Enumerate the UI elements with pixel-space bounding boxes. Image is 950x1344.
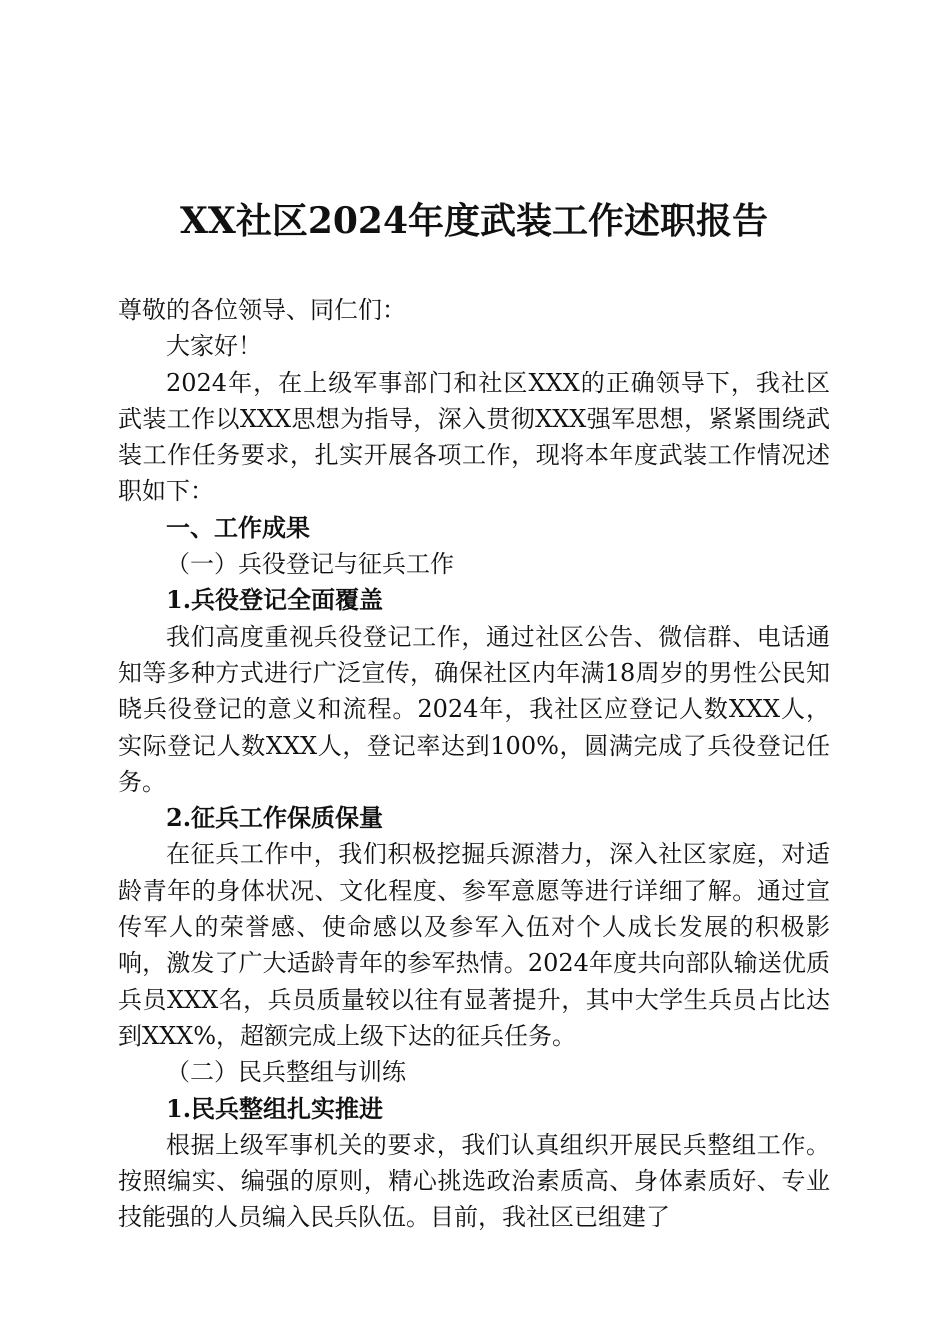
subsection-heading-1: （一）兵役登记与征兵工作: [166, 550, 454, 579]
item-paragraph-2: 在征兵工作中，我们积极挖掘兵源潜力，深入社区家庭，对适龄青年的身体状况、文化程度、参军意愿等进行详细了解。通过宣传军人的荣誉感、使命感以及参军入伍对个人成长发展的积极影响，激发了广大适龄青年的参军热情。2024年度共向部队输送优质兵员XXX名，兵员质量较以往有显著提升，其中大学生兵员占比达到XXX%，超额完成上级下达的征兵任务。: [118, 840, 830, 1050]
subsection-heading-2: （二）民兵整组与训练: [166, 1058, 406, 1087]
item-heading-1: 1.兵役登记全面覆盖: [166, 585, 384, 615]
salutation: 尊敬的各位领导、同仁们：: [118, 296, 406, 324]
greeting: 大家好！: [166, 332, 262, 361]
document-title: XX社区2024年度武装工作述职报告: [179, 200, 769, 242]
item-paragraph-3: 根据上级军事机关的要求，我们认真组织开展民兵整组工作。按照编实、编强的原则，精心挑选政治素质高、身体素质好、专业技能强的人员编入民兵队伍。目前，我社区已组建了: [118, 1130, 830, 1232]
item-paragraph-1: 我们高度重视兵役登记工作，通过社区公告、微信群、电话通知等多种方式进行广泛宣传，确保社区内年满18周岁的男性公民知晓兵役登记的意义和流程。2024年，我社区应登记人数XXX人，实际登记人数XXX人，登记率达到100%，圆满完成了兵役登记任务。: [118, 622, 830, 796]
section-heading-1: 一、工作成果: [166, 512, 310, 542]
document-body: [118, 292, 830, 1236]
intro-paragraph: 2024年，在上级军事部门和社区XXX的正确领导下，我社区武装工作以XXX思想为指导，深入贯彻XXX强军思想，紧紧围绕武装工作任务要求，扎实开展各项工作，现将本年度武装工作情况述职如下：: [118, 368, 830, 506]
document-page: [118, 0, 830, 1344]
item-heading-2: 2.征兵工作保质保量: [166, 803, 384, 833]
item-heading-3: 1.民兵整组扎实推进: [166, 1093, 384, 1123]
